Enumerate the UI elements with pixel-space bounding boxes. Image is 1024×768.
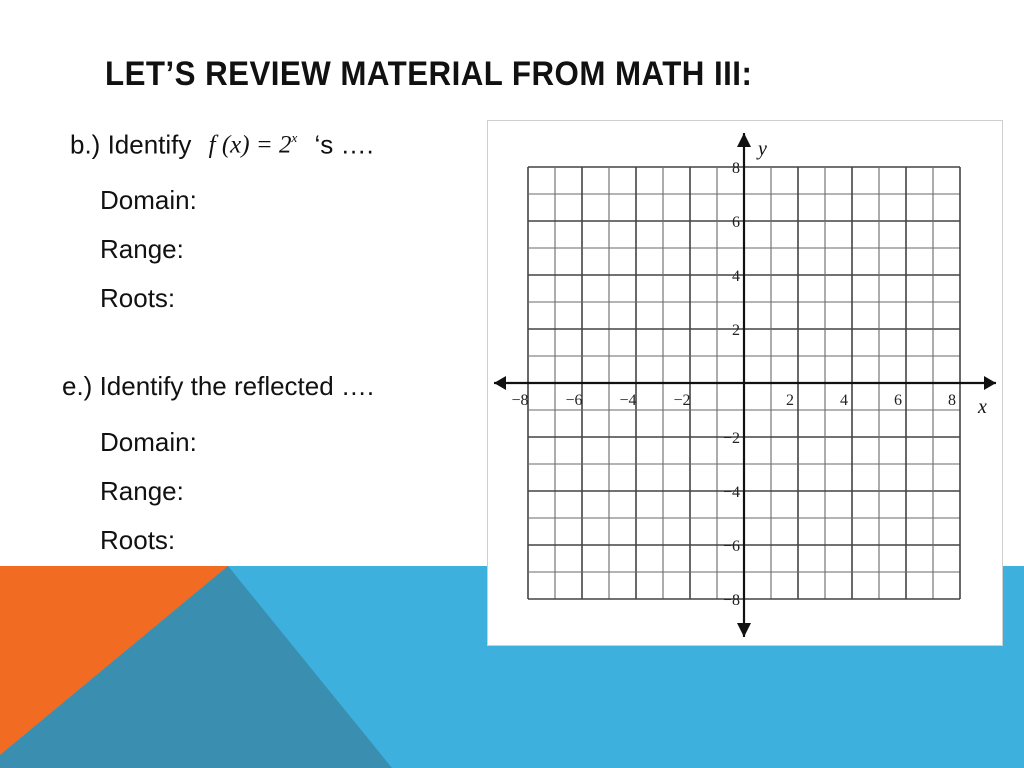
x-tick-label: −6 <box>565 392 583 409</box>
y-tick-label: −4 <box>722 484 740 501</box>
part-e-domain-label: Domain: <box>100 427 197 457</box>
coordinate-grid <box>488 121 1002 645</box>
y-axis-label: y <box>758 138 767 160</box>
slide-title: LET’S REVIEW MATERIAL FROM MATH III: <box>105 55 753 93</box>
y-tick-label: −6 <box>722 538 740 555</box>
part-e-range-label: Range: <box>100 476 184 506</box>
x-tick-label: −2 <box>673 392 691 409</box>
x-tick-label: 6 <box>894 392 902 409</box>
y-axis-arrow-down <box>737 623 751 637</box>
y-tick-label: −2 <box>722 430 740 447</box>
part-e-prompt: e.) Identify the reflected …. <box>62 371 375 401</box>
part-b-suffix: ‘s …. <box>314 129 374 160</box>
part-b-domain-label: Domain: <box>100 185 197 215</box>
x-tick-label: −8 <box>511 392 529 409</box>
formula: f $(x) = 2^x$ <box>203 130 304 160</box>
coordinate-grid-panel <box>487 120 1003 646</box>
part-b-prefix: b.) Identify <box>70 129 192 160</box>
x-tick-label: 8 <box>948 392 956 409</box>
y-tick-label: 4 <box>732 268 740 285</box>
x-axis-label: x <box>978 396 987 418</box>
part-b-range-label: Range: <box>100 234 184 264</box>
x-tick-label: 4 <box>840 392 848 409</box>
y-tick-label: 6 <box>732 214 740 231</box>
part-e-roots-label: Roots: <box>100 525 176 555</box>
part-b-roots-label: Roots: <box>100 283 176 313</box>
y-axis-arrow-up <box>737 133 751 147</box>
y-tick-label: 2 <box>732 322 740 339</box>
part-b-prompt <box>70 128 374 161</box>
x-tick-label: 2 <box>786 392 794 409</box>
x-axis-arrow-left <box>494 376 506 390</box>
x-tick-label: −4 <box>619 392 637 409</box>
y-tick-label: 8 <box>732 160 740 177</box>
x-axis-arrow-right <box>984 376 996 390</box>
y-tick-label: −8 <box>722 592 740 609</box>
